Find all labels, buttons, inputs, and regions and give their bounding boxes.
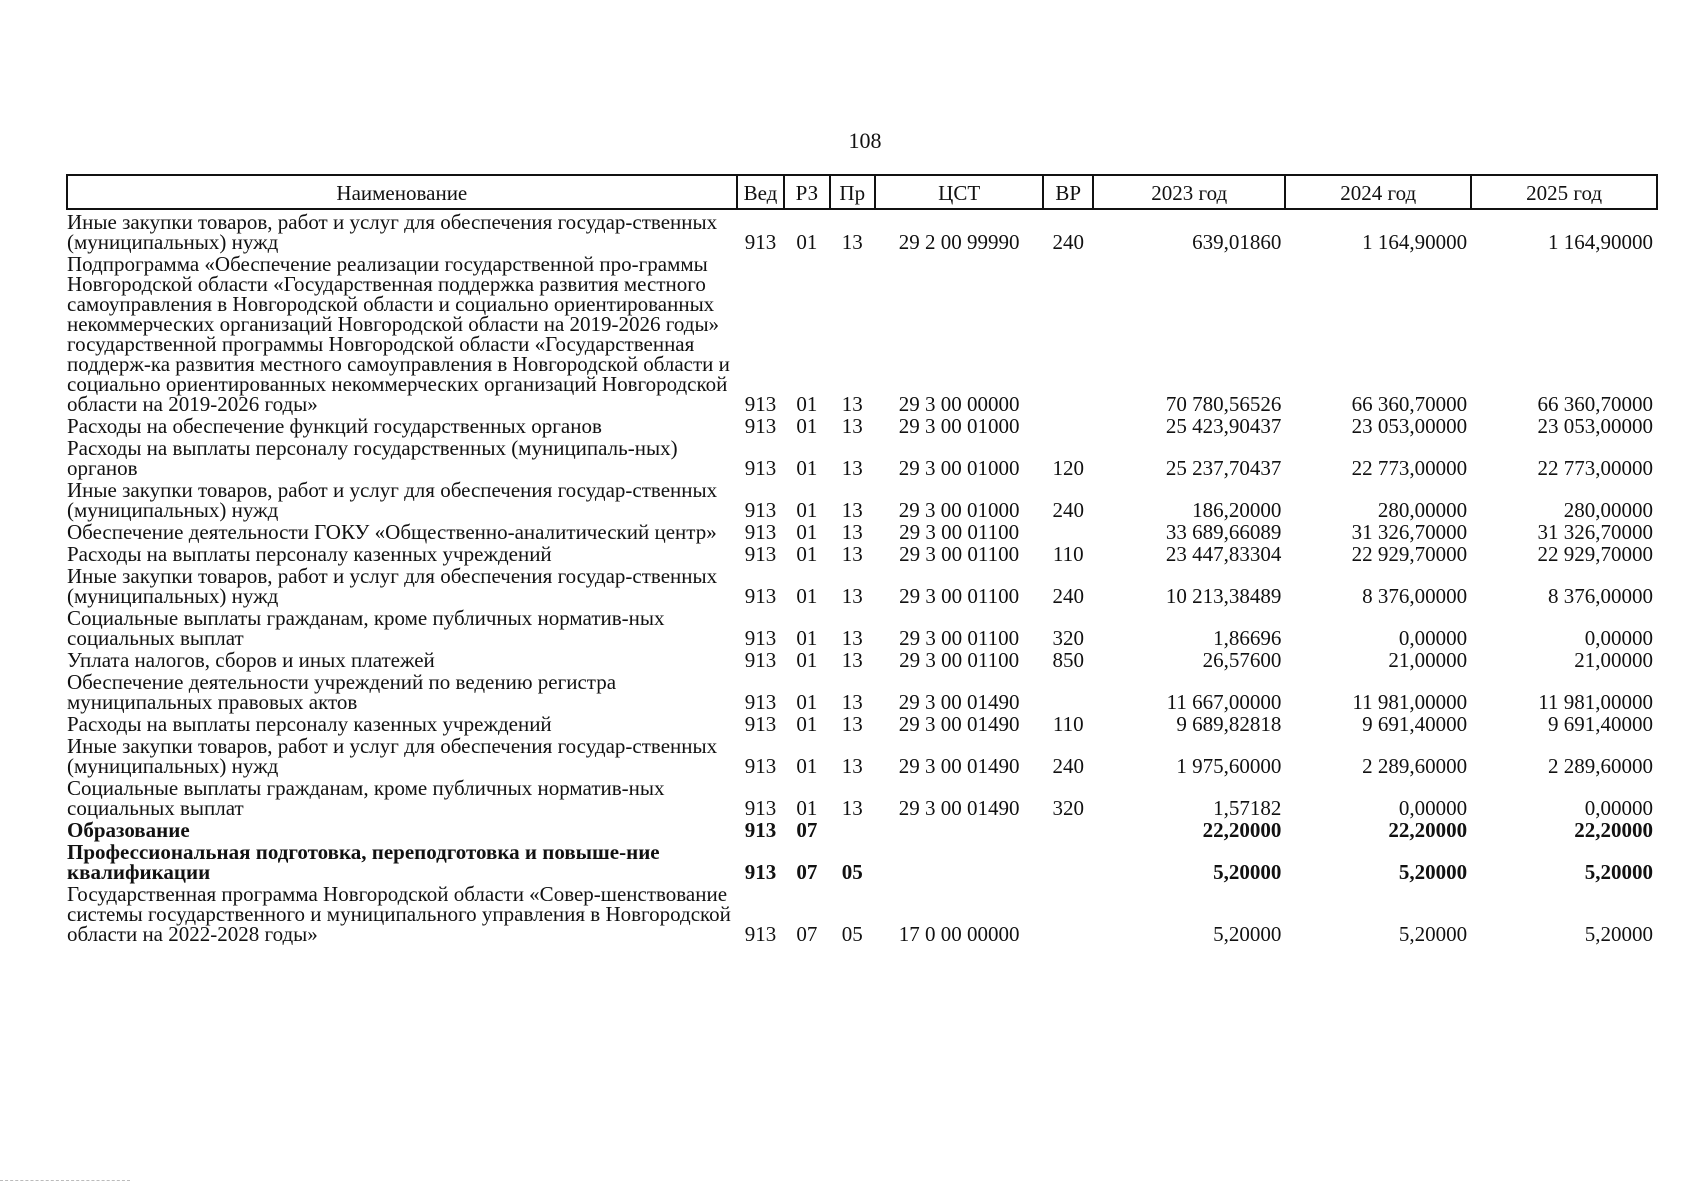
table-row [67, 542, 1657, 564]
cell-vr: 240 [1052, 230, 1085, 254]
cell-name: Обеспечение деятельности ГОКУ «Общественно-аналитический центр» [67, 520, 717, 544]
cell-ved: 913 [744, 626, 777, 650]
cell-pr: 13 [841, 520, 863, 544]
cell-pr: 13 [841, 414, 863, 438]
cell-pr: 05 [841, 860, 863, 884]
cell-pr: 13 [841, 498, 863, 522]
cell-pr: 13 [841, 392, 863, 416]
cell-2023: 1,86696 [1213, 626, 1282, 650]
cell-name: Расходы на обеспечение функций государственных органов [67, 414, 602, 438]
cell-ved: 913 [744, 498, 777, 522]
cell-vr: 240 [1052, 498, 1085, 522]
table-row [67, 478, 1657, 520]
cell-2025: 66 360,70000 [1537, 392, 1653, 416]
cell-name: Расходы на выплаты персоналу государственных (муниципаль-ных) органов [67, 436, 678, 480]
cell-vr: 110 [1052, 712, 1084, 736]
cell-2023: 9 689,82818 [1176, 712, 1282, 736]
cell-cst: 29 3 00 01000 [898, 456, 1020, 480]
cell-vr [1043, 840, 1093, 882]
cell-vr: 120 [1052, 456, 1085, 480]
cell-2023: 1 975,60000 [1176, 754, 1282, 778]
cell-2025: 1 164,90000 [1548, 230, 1653, 254]
cell-2023: 70 780,56526 [1165, 392, 1282, 416]
cell-2024: 21,00000 [1388, 648, 1468, 672]
cell-ved: 913 [744, 542, 777, 566]
cell-2024: 22,20000 [1388, 818, 1468, 842]
cell-rz: 01 [796, 498, 818, 522]
cell-ved: 913 [744, 392, 777, 416]
cell-cst: 29 3 00 01100 [899, 626, 1020, 650]
cell-pr: 13 [841, 542, 863, 566]
cell-pr: 13 [841, 648, 863, 672]
cell-cst: 29 3 00 01100 [899, 520, 1020, 544]
cell-pr: 13 [841, 230, 863, 254]
cell-pr: 13 [841, 584, 863, 608]
cell-vr [1043, 818, 1093, 840]
cell-2024: 8 376,00000 [1362, 584, 1468, 608]
cell-2025: 9 691,40000 [1548, 712, 1653, 736]
cell-cst: 29 3 00 00000 [898, 392, 1020, 416]
budget-table [66, 174, 1658, 944]
cell-2025: 2 289,60000 [1548, 754, 1653, 778]
cell-name: Иные закупки товаров, работ и услуг для обеспечения государ-ственных (муниципальных) нужд [67, 564, 718, 608]
cell-ved: 913 [744, 796, 777, 820]
cell-ved: 913 [744, 456, 777, 480]
cell-2024: 280,00000 [1377, 498, 1468, 522]
cell-name: Профессиональная подготовка, переподготовка и повыше-ние квалификации [67, 840, 660, 884]
cell-ved: 913 [744, 690, 777, 714]
cell-name: Образование [67, 818, 190, 842]
cell-2025: 8 376,00000 [1548, 584, 1653, 608]
cell-name: Подпрограмма «Обеспечение реализации государственной про-граммы Новгородской области «Государственная поддержка развития местного самоуправления в Новгородской области и социально ориентированных некоммерческих организаций Новгородской области на 2019-2026 годы» государственной программы Новгородской области «Государственная поддерж-ка развития местного самоуправления в Новгородской области и социально ориентированных некоммерческих организаций Новгородской области на 2019-2026 годы» [67, 252, 730, 416]
cell-2025: 5,20000 [1584, 860, 1653, 884]
header-2024: 2024 год [1285, 175, 1471, 209]
cell-rz: 01 [796, 690, 818, 714]
cell-2024: 22 929,70000 [1351, 542, 1468, 566]
cell-2023: 22,20000 [1202, 818, 1282, 842]
cell-rz: 01 [796, 712, 818, 736]
header-2023: 2023 год [1093, 175, 1285, 209]
cell-2025: 22 773,00000 [1537, 456, 1653, 480]
cell-cst: 29 3 00 01100 [899, 648, 1020, 672]
cell-ved: 913 [744, 818, 777, 842]
cell-pr: 05 [841, 922, 863, 946]
cell-vr: 320 [1052, 796, 1085, 820]
header-ved: Вед [737, 175, 785, 209]
cell-cst: 29 3 00 01490 [898, 796, 1020, 820]
cell-2023: 25 237,70437 [1165, 456, 1282, 480]
cell-2024: 5,20000 [1398, 860, 1468, 884]
cell-cst: 29 3 00 01100 [899, 584, 1020, 608]
header-pr: Пр [830, 175, 875, 209]
cell-cst [875, 840, 1044, 882]
table-row [67, 840, 1657, 882]
cell-2025: 21,00000 [1574, 648, 1653, 672]
cell-cst: 17 0 00 00000 [898, 922, 1020, 946]
cell-cst: 29 3 00 01490 [898, 712, 1020, 736]
cell-ved: 913 [744, 712, 777, 736]
cell-2025: 22 929,70000 [1537, 542, 1653, 566]
cell-2023: 33 689,66089 [1165, 520, 1282, 544]
header-vr: ВР [1043, 175, 1093, 209]
table-row [67, 734, 1657, 776]
cell-2024: 11 981,00000 [1352, 690, 1468, 714]
cell-cst: 29 2 00 99990 [898, 230, 1020, 254]
cell-vr: 110 [1052, 542, 1084, 566]
cell-2023: 25 423,90437 [1165, 414, 1282, 438]
cell-2024: 0,00000 [1398, 796, 1468, 820]
cell-2023: 186,20000 [1192, 498, 1282, 522]
cell-2025: 11 981,00000 [1538, 690, 1653, 714]
cell-rz: 01 [796, 626, 818, 650]
cell-rz: 01 [796, 796, 818, 820]
cell-2025: 31 326,70000 [1537, 520, 1653, 544]
cell-2023: 10 213,38489 [1165, 584, 1282, 608]
cell-rz: 07 [796, 860, 818, 884]
table-row [67, 648, 1657, 670]
cell-vr: 850 [1052, 648, 1085, 672]
cell-name: Уплата налогов, сборов и иных платежей [67, 648, 435, 672]
cell-pr [830, 818, 875, 840]
cell-vr [1043, 882, 1093, 944]
cell-rz: 01 [796, 230, 818, 254]
scan-artifact-line [0, 1180, 130, 1182]
cell-2024: 2 289,60000 [1362, 754, 1468, 778]
cell-rz: 01 [796, 542, 818, 566]
cell-2024: 23 053,00000 [1351, 414, 1468, 438]
cell-2025: 23 053,00000 [1537, 414, 1653, 438]
cell-pr: 13 [841, 626, 863, 650]
table-row [67, 670, 1657, 712]
table-row [67, 209, 1657, 252]
cell-ved: 913 [744, 520, 777, 544]
cell-rz: 01 [796, 392, 818, 416]
table-body [67, 209, 1657, 944]
cell-name: Государственная программа Новгородской области «Совер-шенствование системы государственного и муниципального управления в Новгородской области на 2022-2028 годы» [67, 882, 731, 946]
table-row [67, 520, 1657, 542]
cell-vr [1043, 520, 1093, 542]
cell-vr: 320 [1052, 626, 1085, 650]
cell-2024: 31 326,70000 [1351, 520, 1468, 544]
cell-vr [1043, 252, 1093, 414]
table-row [67, 776, 1657, 818]
cell-ved: 913 [744, 648, 777, 672]
cell-2025: 0,00000 [1584, 626, 1653, 650]
cell-name: Расходы на выплаты персоналу казенных учреждений [67, 542, 552, 566]
cell-rz: 07 [796, 818, 818, 842]
header-rz: РЗ [784, 175, 829, 209]
cell-rz: 07 [796, 922, 818, 946]
cell-vr [1043, 414, 1093, 436]
cell-cst: 29 3 00 01000 [898, 498, 1020, 522]
cell-pr: 13 [841, 690, 863, 714]
table-row [67, 712, 1657, 734]
cell-2023: 1,57182 [1213, 796, 1282, 820]
header-name: Наименование [67, 175, 737, 209]
cell-pr: 13 [841, 754, 863, 778]
cell-ved: 913 [744, 414, 777, 438]
cell-cst [875, 818, 1044, 840]
cell-vr: 240 [1052, 754, 1085, 778]
cell-name: Иные закупки товаров, работ и услуг для обеспечения государ-ственных (муниципальных) нужд [67, 210, 718, 254]
cell-2024: 1 164,90000 [1362, 230, 1468, 254]
table-row [67, 436, 1657, 478]
cell-2025: 0,00000 [1584, 796, 1653, 820]
cell-vr: 240 [1052, 584, 1085, 608]
cell-2023: 5,20000 [1213, 860, 1282, 884]
header-2025: 2025 год [1471, 175, 1657, 209]
cell-2024: 22 773,00000 [1351, 456, 1468, 480]
cell-name: Обеспечение деятельности учреждений по ведению регистра муниципальных правовых актов [67, 670, 617, 714]
cell-2023: 11 667,00000 [1166, 690, 1282, 714]
cell-name: Социальные выплаты гражданам, кроме публичных норматив-ных социальных выплат [67, 606, 665, 650]
cell-pr: 13 [841, 712, 863, 736]
table-header-row [67, 175, 1657, 209]
cell-cst: 29 3 00 01000 [898, 414, 1020, 438]
cell-name: Социальные выплаты гражданам, кроме публичных норматив-ных социальных выплат [67, 776, 665, 820]
cell-2023: 23 447,83304 [1165, 542, 1282, 566]
cell-name: Расходы на выплаты персоналу казенных учреждений [67, 712, 552, 736]
cell-ved: 913 [744, 922, 777, 946]
cell-vr [1043, 670, 1093, 712]
cell-ved: 913 [744, 860, 777, 884]
cell-rz: 01 [796, 414, 818, 438]
cell-cst: 29 3 00 01490 [898, 754, 1020, 778]
cell-cst: 29 3 00 01100 [899, 542, 1020, 566]
cell-rz: 01 [796, 520, 818, 544]
cell-2024: 5,20000 [1398, 922, 1468, 946]
table-row [67, 252, 1657, 414]
cell-ved: 913 [744, 754, 777, 778]
table-row [67, 606, 1657, 648]
cell-ved: 913 [744, 584, 777, 608]
table-row [67, 818, 1657, 840]
cell-rz: 01 [796, 584, 818, 608]
cell-2023: 26,57600 [1202, 648, 1282, 672]
cell-2023: 5,20000 [1213, 922, 1282, 946]
cell-ved: 913 [744, 230, 777, 254]
cell-rz: 01 [796, 754, 818, 778]
cell-cst: 29 3 00 01490 [898, 690, 1020, 714]
cell-2023: 639,01860 [1192, 230, 1282, 254]
cell-2024: 9 691,40000 [1362, 712, 1468, 736]
header-cst: ЦСТ [875, 175, 1044, 209]
cell-2024: 66 360,70000 [1351, 392, 1468, 416]
cell-pr: 13 [841, 456, 863, 480]
cell-rz: 01 [796, 456, 818, 480]
table-row [67, 564, 1657, 606]
cell-2024: 0,00000 [1398, 626, 1468, 650]
cell-pr: 13 [841, 796, 863, 820]
cell-name: Иные закупки товаров, работ и услуг для обеспечения государ-ственных (муниципальных) нужд [67, 734, 718, 778]
cell-name: Иные закупки товаров, работ и услуг для обеспечения государ-ственных (муниципальных) нужд [67, 478, 718, 522]
table-row [67, 882, 1657, 944]
cell-2025: 280,00000 [1563, 498, 1653, 522]
cell-rz: 01 [796, 648, 818, 672]
cell-2025: 22,20000 [1574, 818, 1653, 842]
cell-2025: 5,20000 [1584, 922, 1653, 946]
table-row [67, 414, 1657, 436]
page-number: 108 [848, 128, 882, 153]
